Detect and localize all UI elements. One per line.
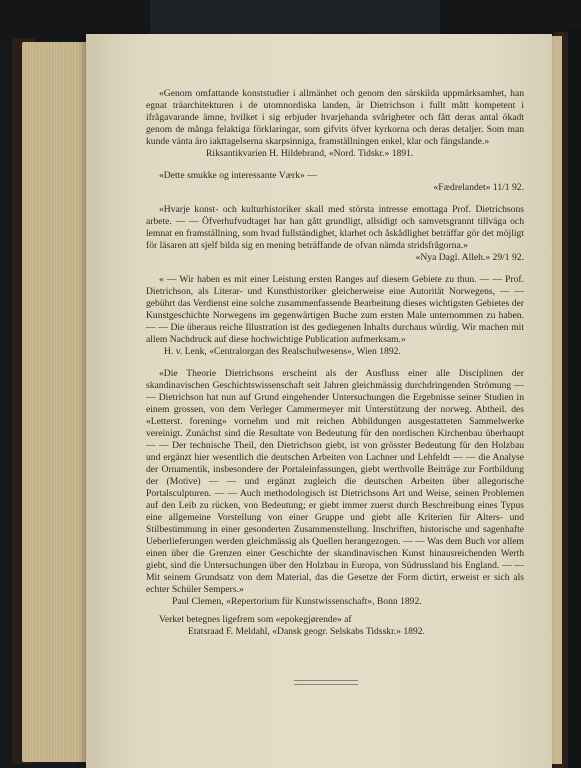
quote-attribution: H. v. Lenk, «Centralorgan des Realschulwesens», Wien 1892. (164, 346, 401, 357)
quote-text: «Hvarje konst- och kulturhistoriker skall med största intresse emottaga Prof. Dietrichsons arbete. — — Öfverhufvudtaget har han gått grundligt, allsidigt och samvetsgrannt tillväga och lemnat en framställning, som hvad fullständighet, klarhet och åskådlighet beträffar gör det möjligt för läsaren att sjelf bilda sig en mening beträffande de ofvan nämda stridsfrågorna.» (146, 204, 524, 251)
quote-text: «Genom omfattande konststudier i allmänhet och genom den särskilda uppmärksamhet, han egnat träarchitekturen i de utomnordiska landen, är Dietrichson i fullt mått kompetent i ifrågavarande ämne, hvilket i sig erbjuder hvarjehanda svårigheter och fått deras antal ökadt genom de många felaktiga förklaringar, som gifvits öfver kyrkorna och deras detaljer. Som man kunde vänta äro iakttagelserna skarpsinniga, framställningen enkel, klar och fängslande.» (146, 88, 524, 147)
quote-text: « — Wir haben es mit einer Leistung ersten Ranges auf diesem Gebiete zu thun. — — Prof. Dietrichson, als Literar- und Kunsthistoriker gleicherweise eine Autorität Norwegens, — — gebührt das Verdienst eine solche zusammenfassende Bearbeitung dieses wichtigsten Gebietes der Kunstgeschichte Norwegens im gegenwärtigen Buche zum ersten Male unternommen zu haben. — — Die überaus reiche Illustration ist des gediegenen Inhalts durchaus würdig. Wir machen mit allem Nachdruck auf diese hochwichtige Publication aufmerksam.» (146, 274, 524, 345)
quote-attribution: «Fædrelandet» 11/1 92. (433, 182, 524, 193)
closing-text: Verket betegnes ligefrem som «epokegjørende» af (159, 614, 352, 625)
review-quotes (146, 88, 524, 638)
quote-attribution: Riksantikvarien H. Hildebrand, «Nord. Tidskr.» 1891. (206, 148, 414, 159)
closing-attribution: Etatsraad F. Meldahl, «Dansk geogr. Selskabs Tidsskr.» 1892. (188, 626, 425, 637)
quote-attribution: Paul Clemen, «Repertorium für Kunstwissenschaft», Bonn 1892. (172, 596, 422, 607)
quote-text: «Die Theorie Dietrichsons erscheint als der Ausfluss einer alle Disciplinen der skandinavischen Geschichtswissenschaft seit Jahren gleichmässig durchdringenden Strömung — — Dietrichson hat nun auf Grund eingehender Untersuchungen die Ergebnisse seiner Studien in einem grossen, von dem Verleger Cammermeyer mit Unterstützung der norweg. Abtheil. des «Letterst. forening» vornehm und mit reichen Abbildungen ausgestatteten Sammelwerke vereinigt. Zunächst sind die Resultate von Bedeutung für den nordischen Kirchenbau überhaupt — — Der technische Theil, den Dietrichson giebt, ist von grösster Bedeutung für den Holzbau und ergänzt hier wesentlich die deutschen Arbeiten von Lachner und Lehfeldt — — die Analyse der Ornamentik, insbesondere der Portaleinfassungen, giebt werthvolle Beiträge zur Fortbildung der (Motive) — — und ergänzt zugleich die deutschen Arbeiten über allegorische Portalsculpturen. — — Auch methodologisch ist Dietrichsons Art und Weise, seinen Problemen auf den Leib zu rücken, von Bedeutung; er giebt immer zuerst durch Beschreibung eines Typus eine allgemeine Vorstellung von einer Gruppe und giebt alle Kriterien für Alters- und Stilbestimmung in einer gesonderten Zusammenstellung. Inschriften, historische und sagenhafte Ueberlieferungen werden gleichmässig als Quellen herangezogen. — — Was dem Buch vor allem einen über die Grenzen einer Geschichte der skandinavischen Kunst hinausreichenden Werth giebt, sind die Untersuchungen über den Holzbau in Europa, von Südrussland bis England. — — Mit seinem Grundsatz von dem Material, das die Gesetze der Form dictirt, erweist er sich als echter Schüler Sempers.» (146, 368, 524, 595)
section-divider (294, 680, 358, 685)
quote-text: «Dette smukke og interessante Værk» — (159, 170, 317, 181)
quote-attribution: «Nya Dagl. Alleh.» 29/1 92. (415, 252, 524, 263)
